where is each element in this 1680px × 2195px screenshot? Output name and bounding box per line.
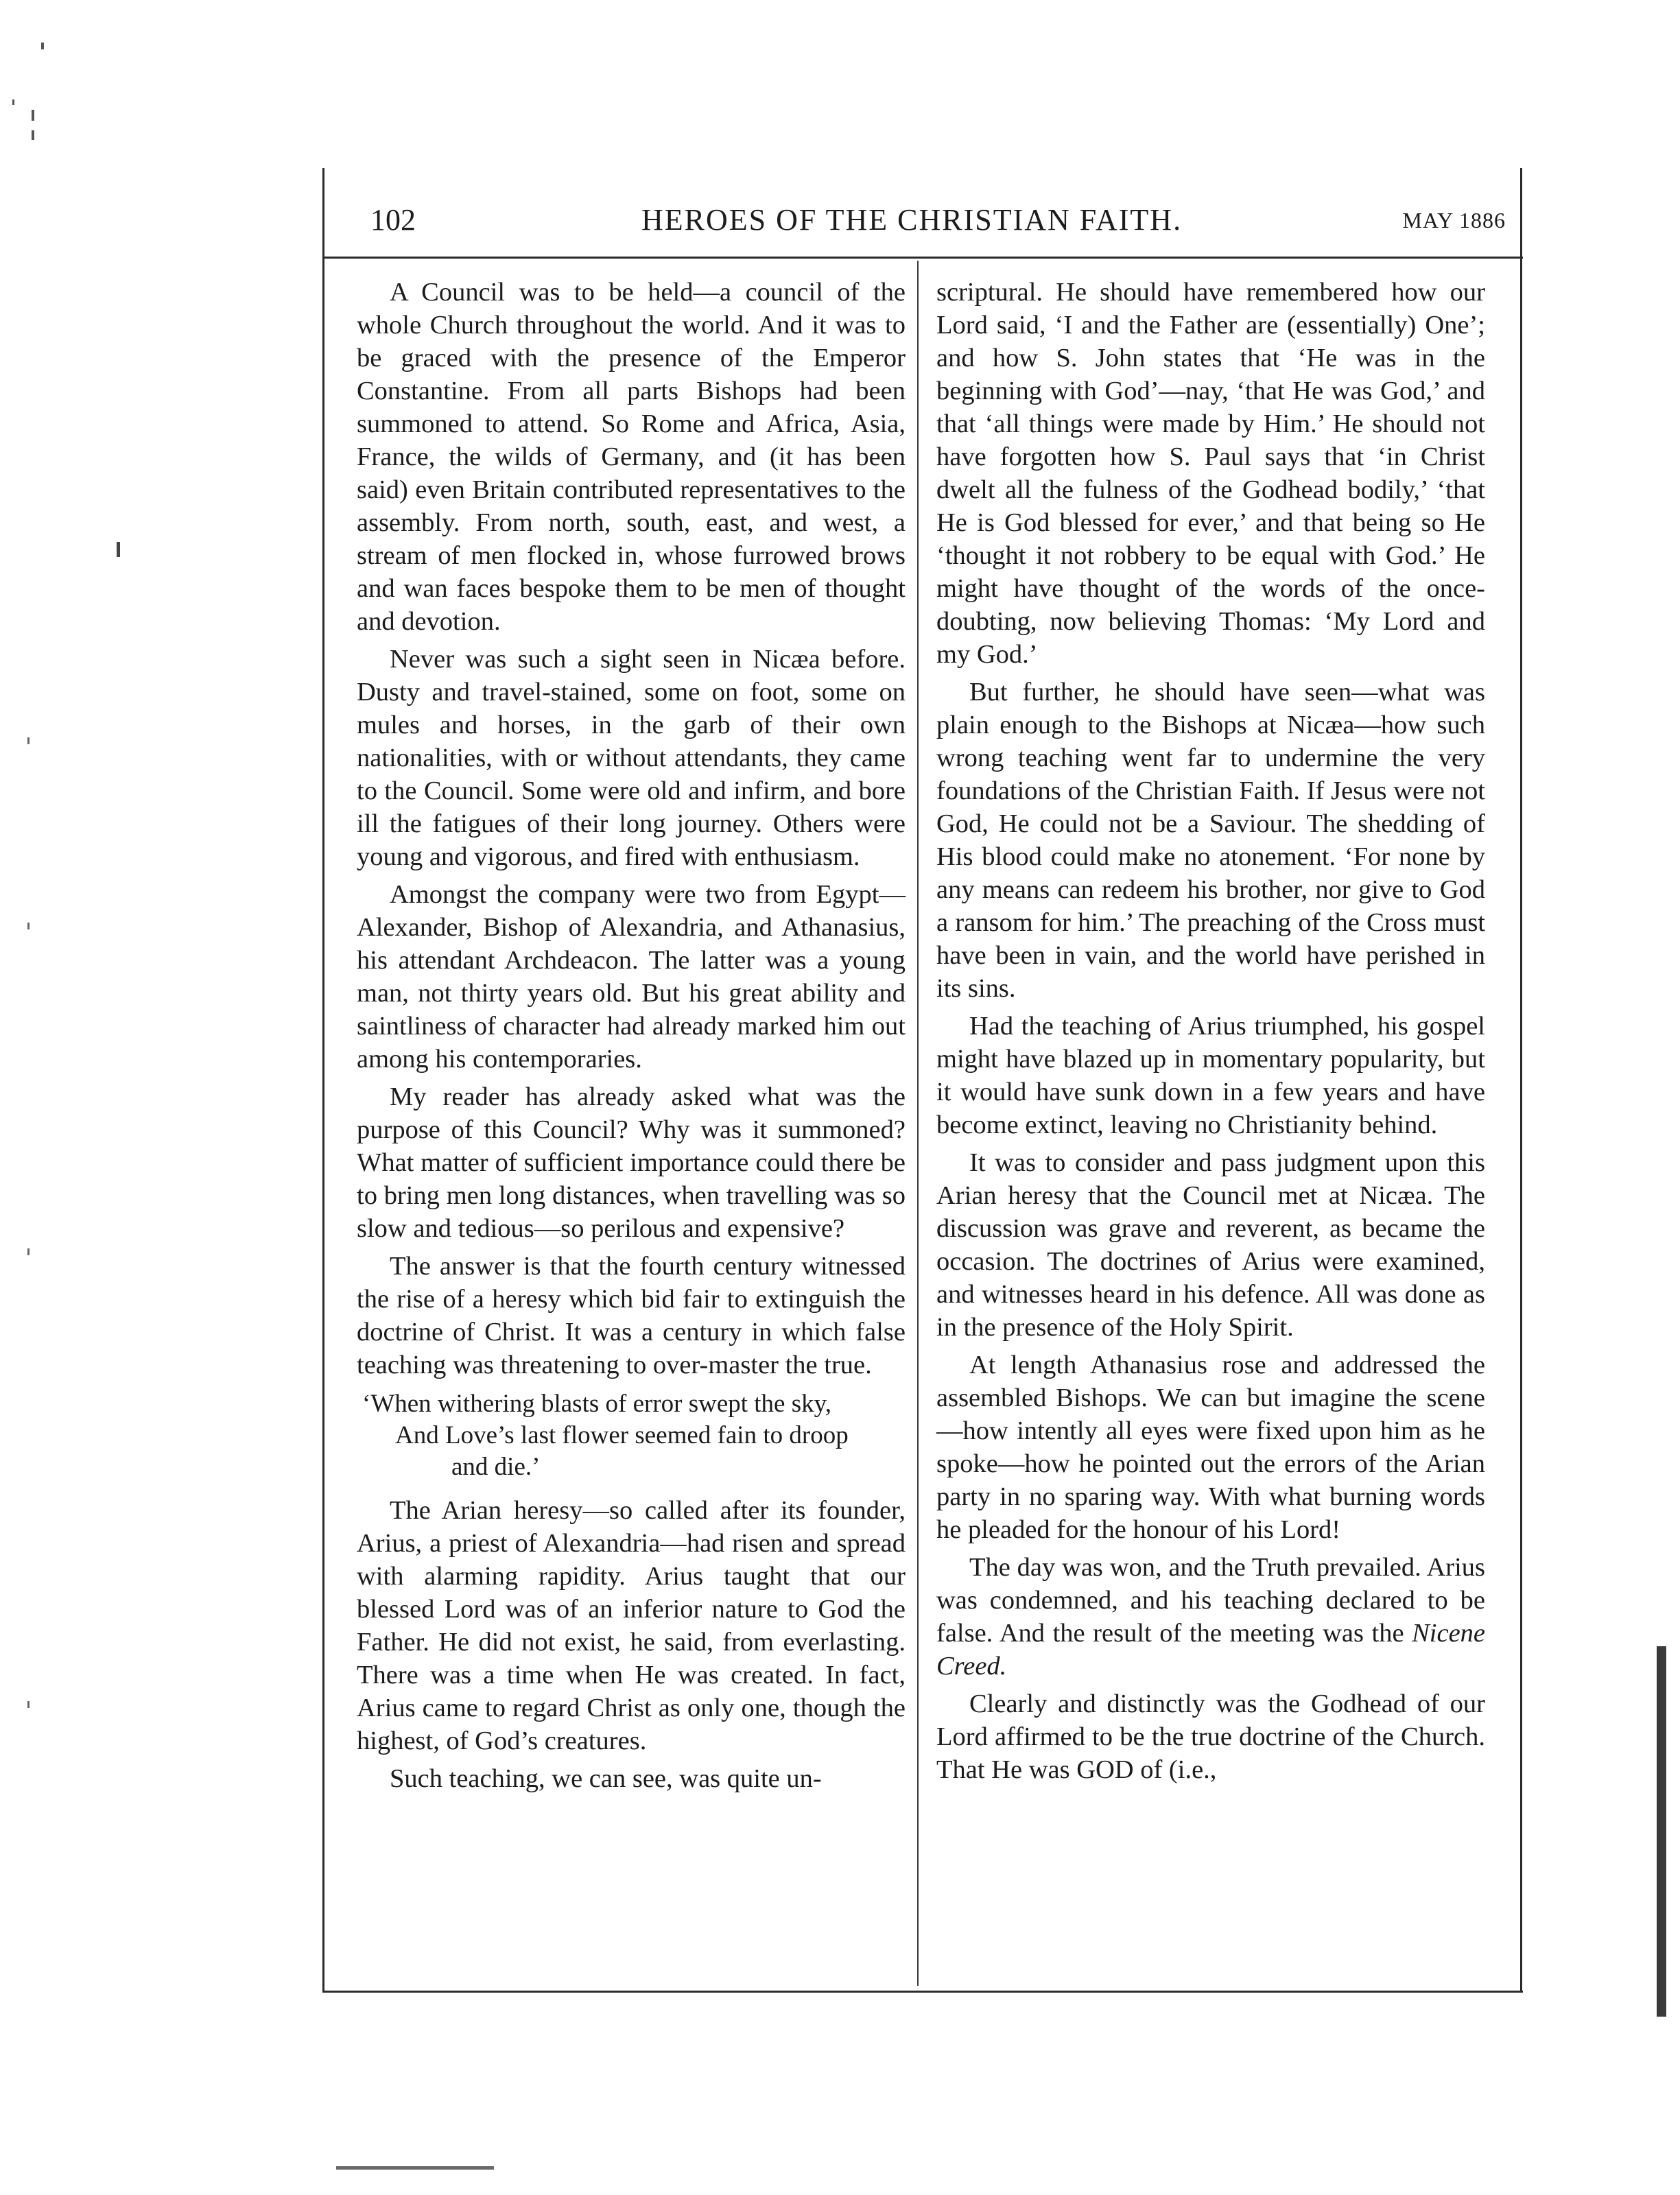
creed-name: Nicene Creed. <box>936 1619 1485 1681</box>
paragraph: The answer is that the fourth century witnessed the rise of a heresy which bid fair to extinguish the doctrine of Christ. It was a century in which false teaching was threatening to over-master the true. <box>357 1252 906 1379</box>
scan-speck <box>27 923 29 929</box>
running-title: HEROES OF THE CHRISTIAN FAITH. <box>641 203 1183 237</box>
verse-line: And Love’s last flower seemed fain to droop <box>395 1421 849 1449</box>
paragraph: But further, he should have seen—what was plain enough to the Bishops at Nicæa—how such wrong teaching went far to undermine the very foundations of the Christian Faith. If Jesus were not God, He could not be a Saviour. The shedding of His blood could make no atonement. ‘For none by any means can redeem his brother, nor give to God a ransom for him.’ The preaching of the Cross must have been in vain, and the world have perished in its sins. <box>936 678 1485 1003</box>
paragraph: Had the teaching of Arius triumphed, his gospel might have blazed up in momentary popularity, but it would have sunk down in a few years and have become extinct, leaving no Christianity behind. <box>936 1012 1485 1139</box>
verse-line: and die.’ <box>451 1453 541 1481</box>
paragraph: A Council was to be held—a council of the whole Church throughout the world. And it was to be graced with the presence of the Emperor Constantine. From all parts Bishops had been summoned to attend. So Rome and Africa, Asia, France, the wilds of Germany, and (it has been said) even Britain contributed representatives to the assembly. From north, south, east, and west, a stream of men flocked in, whose furrowed brows and wan faces bespoke them to be men of thought and devotion. <box>357 278 906 636</box>
scan-speck <box>41 43 44 49</box>
page-number: 102 <box>370 203 416 237</box>
paragraph: Such teaching, we can see, was quite un- <box>390 1764 822 1793</box>
scan-speck <box>32 110 34 121</box>
scan-speck <box>32 130 34 140</box>
paragraph: The Arian heresy—so called after its founder, Arius, a priest of Alexandria—had risen and spread with alarming rapidity. Arius taught that our blessed Lord was of an inferior nature to God the Father. He did not exist, he said, from everlasting. There was a time when He was created. In fact, Arius came to regard Christ as only one, though the highest, of God’s creatures. <box>357 1496 906 1755</box>
scan-edge-shadow <box>1657 1646 1666 2017</box>
paragraph: My reader has already asked what was the purpose of this Council? Why was it summoned? What matter of sufficient importance could there be to bring men long distances, when travelling was so slow and tedious—so perilous and expensive? <box>357 1082 906 1243</box>
scan-speck <box>27 1248 29 1255</box>
scan-speck <box>117 542 120 557</box>
paragraph: Clearly and distinctly was the Godhead of our Lord affirmed to be the true doctrine of the Church. That He was GOD of (i.e., <box>936 1689 1485 1784</box>
paragraph-text: The day was won, and the Truth prevailed. Arius was condemned, and his teaching declared to be false. And the result of the meeting was the <box>936 1553 1485 1648</box>
paragraph: Amongst the company were two from Egypt—Alexander, Bishop of Alexandria, and Athanasius, his attendant Archdeacon. The latter was a young man, not thirty years old. But his great ability and saintliness of character had already marked him out among his contemporaries. <box>357 880 906 1073</box>
paragraph: scriptural. He should have remembered how our Lord said, ‘I and the Father are (essentially) One’; and how S. John states that ‘He was in the beginning with God’—nay, ‘that He was God,’ and that ‘all things were made by Him.’ He should not have forgotten how S. Paul says that ‘in Christ dwelt all the fulness of the Godhead bodily,’ ‘that He is God blessed for ever,’ and that being so He ‘thought it not robbery to be equal with God.’ He might have thought of the words of the once-doubting, now believing Thomas: ‘My Lord and my God.’ <box>936 278 1485 669</box>
scan-speck <box>12 99 14 105</box>
paragraph: At length Athanasius rose and addressed the assembled Bishops. We can but imagine the scene—how intently all eyes were fixed upon him as he spoke—how he pointed out the errors of the Arian party in no sparing way. With what burning words he pleaded for the honour of his Lord! <box>936 1351 1485 1544</box>
scan-speck <box>27 737 29 744</box>
issue-date: MAY 1886 <box>1402 208 1506 233</box>
scan-speck <box>27 1701 29 1708</box>
paragraph: Never was such a sight seen in Nicæa before. Dusty and travel-stained, some on foot, some on mules and horses, in the garb of their own nationalities, with or without attendants, they came to the Council. Some were old and infirm, and bore ill the fatigues of their long journey. Others were young and vigorous, and fired with enthusiasm. <box>357 645 906 871</box>
scan-bottom-mark <box>336 2166 494 2170</box>
paragraph: It was to consider and pass judgment upon this Arian heresy that the Council met at Nicæa. The discussion was grave and reverent, as became the occasion. The doctrines of Arius were examined, and witnesses heard in his defence. All was done as in the presence of the Holy Spirit. <box>936 1148 1485 1342</box>
verse-line: ‘When withering blasts of error swept the sky, <box>362 1390 831 1418</box>
